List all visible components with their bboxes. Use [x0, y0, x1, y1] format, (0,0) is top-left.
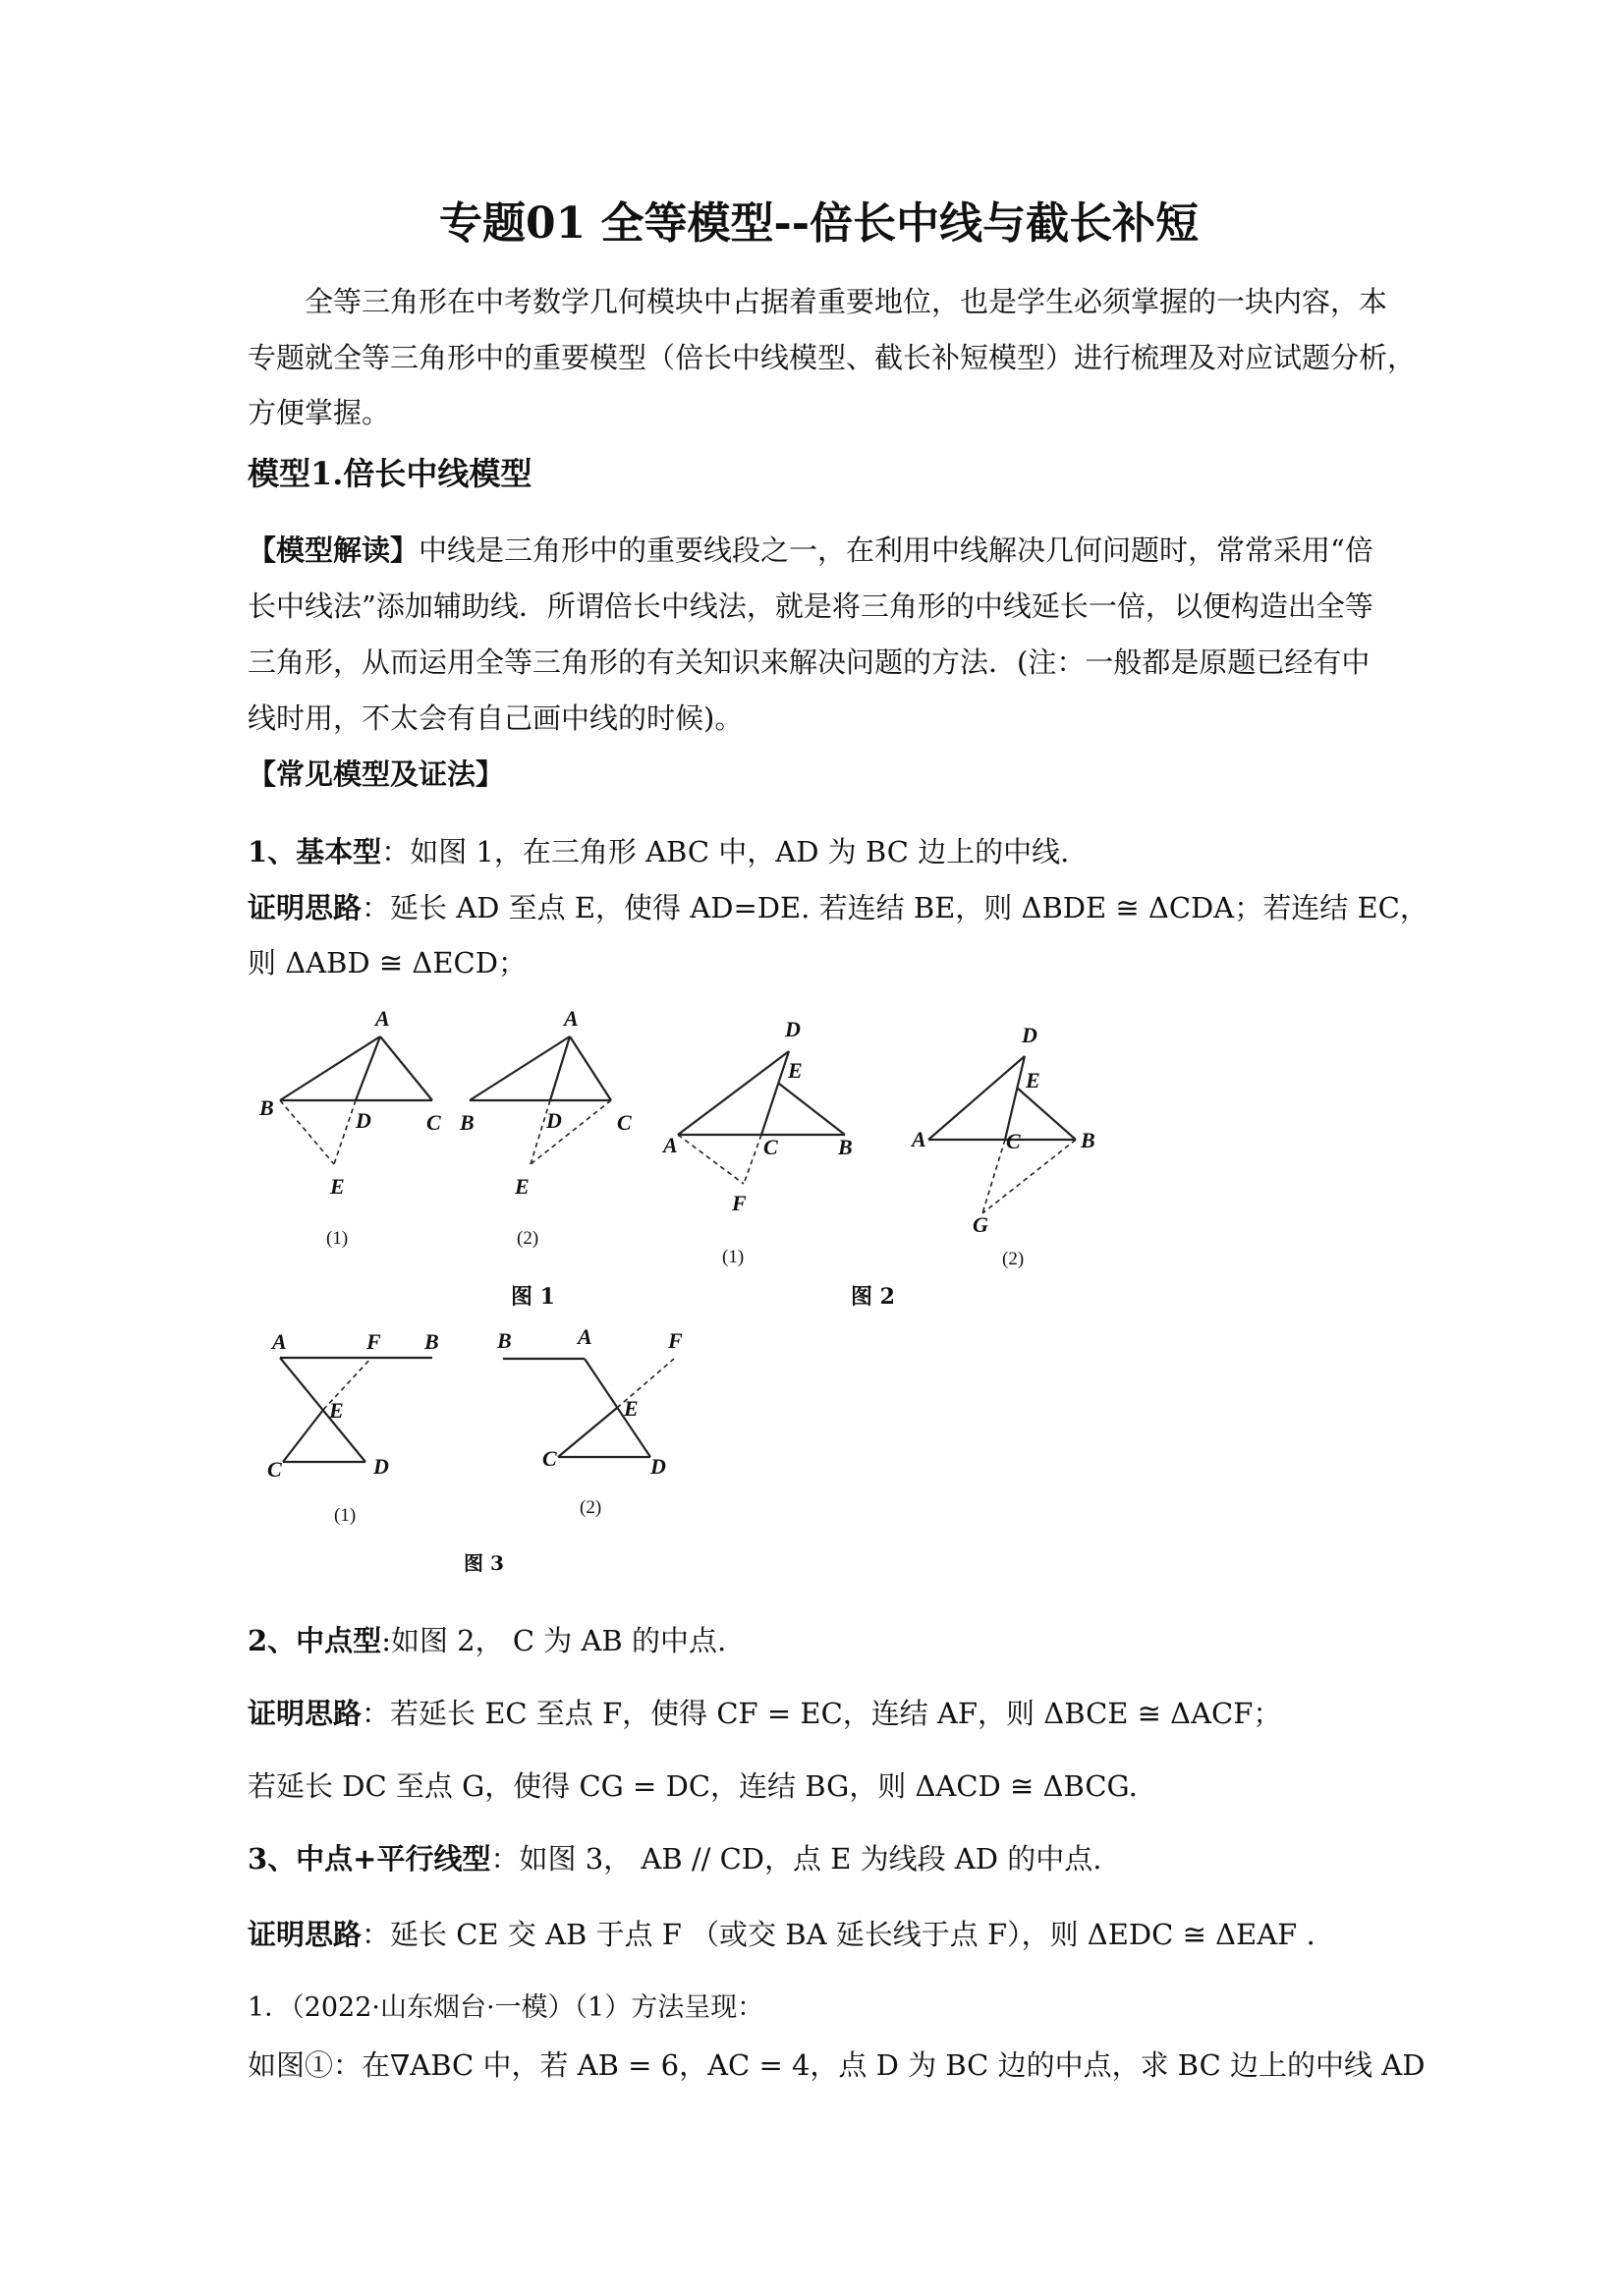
label-E: E [1026, 1068, 1040, 1092]
label-B: B [424, 1329, 439, 1354]
label-D: D [650, 1454, 666, 1479]
problem-line-1: 1．（2022·山东烟台·一模）（1）方法呈现： [248, 1992, 764, 2023]
label-C: C [426, 1110, 441, 1135]
label-C: C [763, 1135, 778, 1159]
label-G: G [973, 1212, 988, 1237]
figure-3-2 [491, 1324, 707, 1531]
label-B: B [460, 1110, 475, 1135]
figure-1-1 [246, 992, 462, 1258]
label-B: B [497, 1328, 512, 1353]
label-D: D [1022, 1023, 1037, 1047]
page-title: 专题01 全等模型--倍长中线与截长补短 [439, 198, 1200, 249]
sub-caption-2: (2) [580, 1497, 602, 1518]
type1-line [248, 835, 1070, 868]
problem-line-2: 如图①：在∇ABC 中，若 AB = 6，AC = 4，点 D 为 BC 边的中点，求 BC 边上的中线 AD [248, 2048, 1426, 2082]
label-A: A [663, 1133, 678, 1157]
reading-tag: 【模型解读】 [248, 533, 420, 567]
sub-caption-2: (2) [517, 1228, 539, 1249]
section-heading-model1: 模型1.倍长中线模型 [248, 455, 532, 492]
sub-caption-1: (1) [326, 1228, 349, 1249]
label-F: F [366, 1329, 381, 1354]
type1-head: 1、基本型 [248, 835, 382, 868]
intro-line-2: 专题就全等三角形中的重要模型（倍长中线模型、截长补短模型）进行梳理及对应试题分析， [248, 341, 1417, 374]
intro-line-3: 方便掌握。 [248, 396, 391, 429]
type2-line [248, 1624, 727, 1657]
figure-1-2 [452, 992, 668, 1258]
figure-2-caption: 图 2 [851, 1284, 895, 1310]
figure-2-1 [653, 1007, 879, 1292]
label-A: A [564, 1006, 579, 1031]
type3-proof-head: 证明思路 [248, 1918, 363, 1951]
label-A: A [272, 1329, 287, 1354]
label-F: F [668, 1328, 683, 1353]
type1-text: ：如图 1，在三角形 ABC 中，AD 为 BC 边上的中线. [381, 835, 1070, 868]
label-C: C [617, 1110, 632, 1135]
type3-proof-text-1: ：延长 CE 交 AB 于点 F （或交 BA 延长线于点 F），则 ΔEDC ≅ ΔEAF . [362, 1918, 1315, 1951]
figure-1-caption: 图 1 [511, 1284, 555, 1310]
type1-proof-line-1 [248, 891, 1428, 924]
sub-caption-2: (2) [1002, 1249, 1025, 1269]
label-E: E [330, 1174, 345, 1199]
label-A: A [912, 1127, 926, 1151]
common-models-tag: 【常见模型及证法】 [248, 757, 505, 791]
type3-text: ：如图 3， AB // CD，点 E 为线段 AD 的中点. [490, 1842, 1102, 1876]
label-D: D [785, 1017, 801, 1041]
label-E: E [329, 1398, 344, 1423]
figure-3-caption: 图 3 [464, 1551, 504, 1575]
label-B: B [1081, 1128, 1095, 1152]
label-C: C [267, 1457, 282, 1482]
reading-line-2: 长中线法”添加辅助线．所谓倍长中线法，就是将三角形的中线延长一倍，以便构造出全等 [248, 589, 1373, 623]
reading-line-3: 三角形，从而运用全等三角形的有关知识来解决问题的方法．(注：一般都是原题已经有中 [248, 645, 1371, 679]
type3-head: 3、中点+平行线型 [248, 1842, 491, 1876]
type2-head: 2、中点型 [248, 1624, 382, 1657]
type1-proof-text-1: ：延长 AD 至点 E，使得 AD=DE. 若连结 BE，则 ΔBDE ≅ ΔCDA；若连结 EC， [362, 891, 1428, 924]
label-E: E [624, 1396, 639, 1421]
figure-3-1 [255, 1326, 452, 1533]
label-B: B [259, 1095, 274, 1120]
type2-proof-text-1: ：若延长 EC 至点 F，使得 CF = EC，连结 AF，则 ΔBCE ≅ ΔACF； [362, 1697, 1282, 1730]
type2-proof-line-2: 若延长 DC 至点 G，使得 CG = DC，连结 BG，则 ΔACD ≅ ΔBCG. [248, 1769, 1138, 1803]
sub-caption-1: (1) [334, 1505, 357, 1526]
type2-text: :如图 2， C 为 AB 的中点. [381, 1624, 727, 1657]
label-D: D [546, 1108, 562, 1133]
type3-proof-line-1 [248, 1918, 1315, 1951]
label-A: A [375, 1006, 390, 1031]
reading-line-4: 线时用，不太会有自己画中线的时候)。 [248, 701, 744, 735]
label-C: C [542, 1446, 557, 1471]
reading-text-1: 中线是三角形中的重要线段之一，在利用中线解决几何问题时，常常采用“倍 [419, 533, 1373, 567]
label-D: D [373, 1454, 389, 1479]
label-C: C [1006, 1129, 1021, 1153]
type3-line [248, 1842, 1102, 1876]
type2-proof-line-1 [248, 1697, 1282, 1730]
label-E: E [788, 1058, 803, 1083]
type1-proof-head: 证明思路 [248, 891, 363, 924]
label-F: F [732, 1191, 747, 1215]
label-D: D [356, 1108, 371, 1133]
label-A: A [578, 1324, 592, 1349]
label-B: B [838, 1135, 853, 1159]
type2-proof-head: 证明思路 [248, 1697, 363, 1730]
label-E: E [515, 1174, 530, 1199]
intro-line-1: 全等三角形在中考数学几何模块中占据着重要地位，也是学生必须掌握的一块内容，本 [305, 285, 1388, 318]
reading-line-1 [248, 533, 1373, 567]
type1-proof-line-2: 则 ΔABD ≅ ΔECD； [248, 946, 527, 980]
sub-caption-1: (1) [722, 1247, 745, 1267]
figure-2-2 [904, 1017, 1130, 1292]
